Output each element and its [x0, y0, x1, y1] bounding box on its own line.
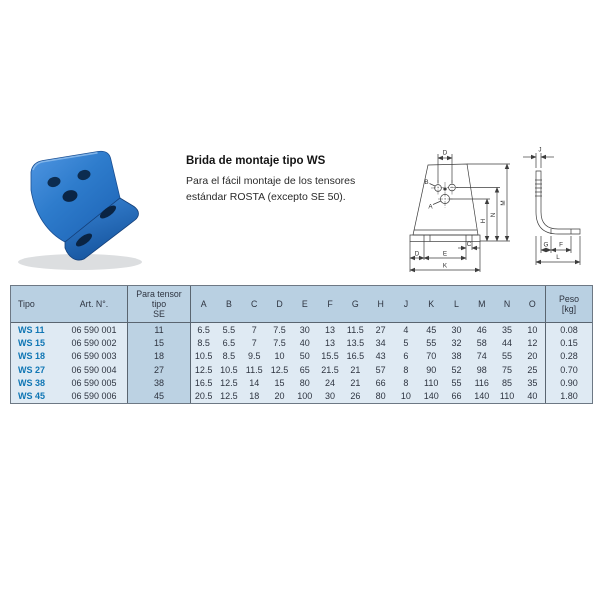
col-header-se: [127, 286, 191, 323]
row-dim-b: 12.5: [220, 377, 238, 388]
row-dim-l: 66: [451, 391, 462, 402]
dim-label-a: A: [428, 203, 433, 211]
col-header-dim-h: H: [368, 286, 393, 323]
row-dim-c: 11.5: [245, 364, 263, 375]
col-header-peso: [545, 286, 592, 323]
row-tipo: WS 27: [18, 364, 46, 375]
row-dim-d: 10: [274, 351, 285, 362]
row-dim-b: 8.5: [222, 351, 236, 362]
row-dim-d: 7.5: [273, 324, 286, 335]
row-dim-g: 21: [350, 377, 361, 388]
row-se-value: 15: [127, 336, 191, 349]
col-header-dim-b: B: [216, 286, 241, 323]
row-dim-m: 116: [474, 377, 489, 388]
col-header-dim-g: G: [343, 286, 368, 323]
col-header-dim-o: O: [520, 286, 545, 323]
dim-label-n: N: [490, 212, 497, 218]
col-header-tipo: Tipo: [11, 286, 61, 323]
row-tipo: WS 18: [18, 351, 46, 362]
row-dim-f: 15.5: [321, 351, 339, 362]
product-description: [186, 174, 396, 205]
row-dim-m: 98: [476, 364, 487, 375]
row-dim-e: 65: [299, 364, 310, 375]
row-dim-f: 24: [325, 377, 336, 388]
row-dim-l: 32: [451, 337, 462, 348]
row-dim-c: 18: [249, 391, 260, 402]
row-dim-l: 38: [451, 351, 462, 362]
row-dim-k: 70: [426, 351, 437, 362]
dim-label-h: H: [480, 218, 487, 224]
row-art-number: 06 590 004: [71, 364, 117, 375]
col-header-dim-d: D: [267, 286, 292, 323]
row-dim-g: 26: [350, 391, 361, 402]
front-view-drawing: [400, 140, 515, 285]
row-dim-k: 55: [426, 337, 437, 348]
row-dim-h: 80: [375, 391, 386, 402]
dim-label-f: F: [559, 241, 563, 249]
row-dim-e: 40: [299, 337, 310, 348]
front-body-outline: [413, 164, 478, 235]
row-dim-e: 100: [297, 391, 313, 402]
row-dim-g: 21: [350, 364, 361, 375]
row-dim-c: 9.5: [247, 351, 261, 362]
spec-table: [10, 285, 593, 404]
row-dim-h: 27: [375, 324, 386, 335]
row-dim-l: 30: [451, 324, 462, 335]
row-dim-g: 11.5: [346, 324, 364, 335]
row-art-number: 06 590 006: [71, 391, 117, 402]
row-dim-g: 13.5: [346, 337, 365, 348]
col-header-dim-k: K: [419, 286, 444, 323]
row-dim-f: 30: [325, 391, 336, 402]
row-dim-b: 6.5: [222, 337, 236, 348]
col-header-art: Art. N°.: [61, 286, 127, 323]
row-peso: 0.08: [545, 323, 592, 336]
col-header-dim-a: A: [191, 286, 216, 323]
row-peso: 0.15: [545, 336, 592, 349]
row-dim-h: 57: [375, 364, 386, 375]
row-art-number: 06 590 002: [71, 337, 117, 348]
row-dim-n: 35: [502, 324, 513, 335]
row-dim-b: 10.5: [220, 364, 238, 375]
dim-label-e: E: [442, 250, 448, 258]
row-se-value: 11: [127, 323, 191, 336]
row-dim-o: 25: [527, 364, 538, 375]
col-header-dim-f: F: [317, 286, 342, 323]
dim-label-m: M: [500, 200, 507, 206]
row-dim-n: 44: [502, 337, 513, 348]
row-art-number: 06 590 001: [71, 324, 117, 335]
row-dim-h: 34: [375, 337, 386, 348]
dim-label-d-bottom: D: [414, 250, 420, 258]
row-art-number: 06 590 005: [71, 377, 117, 388]
row-dim-f: 21.5: [321, 364, 339, 375]
dim-label-k: K: [442, 262, 448, 270]
row-dim-o: 12: [527, 337, 538, 348]
row-tipo: WS 38: [18, 377, 46, 388]
col-header-dim-e: E: [292, 286, 317, 323]
row-dim-d: 12.5: [270, 364, 289, 375]
col-header-se-line2: SE: [153, 309, 165, 319]
row-dim-j: 5: [403, 337, 409, 348]
row-dim-h: 66: [375, 377, 386, 388]
row-dim-o: 40: [527, 391, 538, 402]
dim-label-c: C: [466, 241, 472, 248]
row-dim-c: 7: [251, 324, 257, 335]
row-dim-n: 110: [499, 391, 515, 402]
col-header-dim-l: L: [444, 286, 469, 323]
row-dim-o: 35: [527, 377, 538, 388]
bracket-photo: [2, 148, 150, 276]
col-header-peso-line2: [kg]: [561, 304, 577, 314]
col-header-peso-line1: Peso: [558, 294, 580, 304]
row-dim-m: 46: [476, 324, 487, 335]
row-tipo: WS 45: [18, 391, 46, 402]
col-header-dim-j: J: [393, 286, 418, 323]
row-dim-k: 140: [423, 391, 439, 402]
row-dim-a: 6.5: [197, 324, 210, 335]
row-dim-d: 20: [274, 391, 285, 402]
row-dim-b: 12.5: [220, 391, 238, 402]
row-dim-j: 8: [403, 377, 409, 388]
row-dim-e: 80: [299, 377, 310, 388]
row-dim-j: 6: [403, 351, 409, 362]
row-dim-c: 14: [249, 377, 260, 388]
row-se-value: 38: [127, 376, 191, 389]
row-dim-e: 30: [299, 324, 310, 335]
row-tipo: WS 11: [18, 324, 45, 335]
row-dim-d: 15: [274, 377, 285, 388]
row-art-number: 06 590 003: [71, 351, 117, 362]
col-header-dim-c: C: [242, 286, 267, 323]
row-dim-h: 43: [375, 351, 386, 362]
row-dim-a: 10.5: [194, 351, 213, 362]
row-dim-a: 8.5: [197, 337, 210, 348]
row-dim-k: 110: [424, 377, 439, 388]
row-dim-c: 7: [251, 337, 257, 348]
row-dim-n: 75: [502, 364, 513, 375]
dim-label-d-top: D: [442, 149, 448, 157]
dim-label-l: L: [556, 254, 560, 261]
dim-label-j: J: [538, 146, 542, 154]
row-dim-o: 20: [527, 351, 538, 362]
row-dim-l: 55: [451, 377, 462, 388]
row-dim-a: 12.5: [194, 364, 213, 375]
col-header-dim-n: N: [494, 286, 519, 323]
description-line-1: Para el fácil montaje de los tensores: [186, 175, 356, 187]
row-peso: 0.28: [545, 350, 592, 363]
row-dim-f: 13: [325, 324, 336, 335]
row-dim-o: 10: [527, 324, 538, 335]
row-dim-b: 5.5: [222, 324, 236, 335]
side-profile-outline: [536, 171, 580, 234]
row-dim-j: 8: [403, 364, 409, 375]
row-dim-k: 45: [426, 324, 437, 335]
row-dim-l: 52: [451, 364, 462, 375]
row-dim-j: 10: [400, 391, 411, 402]
row-se-value: 18: [127, 350, 191, 363]
description-line-2: estándar ROSTA (excepto SE 50).: [186, 190, 346, 203]
side-view-drawing: [513, 140, 600, 285]
row-peso: 0.90: [545, 376, 592, 389]
row-se-value: 27: [127, 363, 191, 376]
row-dim-a: 20.5: [194, 391, 213, 402]
row-dim-a: 16.5: [194, 377, 213, 388]
row-dim-f: 13: [325, 337, 336, 348]
row-dim-m: 140: [474, 391, 490, 402]
row-dim-d: 7.5: [273, 337, 286, 348]
page-title: Brida de montaje tipo WS: [186, 155, 326, 167]
row-tipo: WS 15: [18, 337, 46, 348]
row-dim-j: 4: [403, 324, 409, 335]
row-dim-m: 74: [476, 351, 487, 362]
row-dim-g: 16.5: [346, 351, 365, 362]
row-dim-k: 90: [426, 364, 437, 375]
row-dim-m: 58: [476, 337, 487, 348]
col-header-se-line1: Para tensor tipo: [136, 289, 182, 309]
row-dim-e: 50: [299, 351, 310, 362]
row-peso: 0.70: [545, 363, 592, 376]
row-dim-n: 55: [502, 351, 513, 362]
dim-label-b: B: [424, 179, 429, 186]
row-dim-n: 85: [502, 377, 513, 388]
row-se-value: 45: [127, 390, 191, 403]
dim-label-g: G: [543, 241, 549, 249]
col-header-dim-m: M: [469, 286, 494, 323]
row-peso: 1.80: [545, 390, 592, 403]
product-copy: [186, 155, 396, 205]
